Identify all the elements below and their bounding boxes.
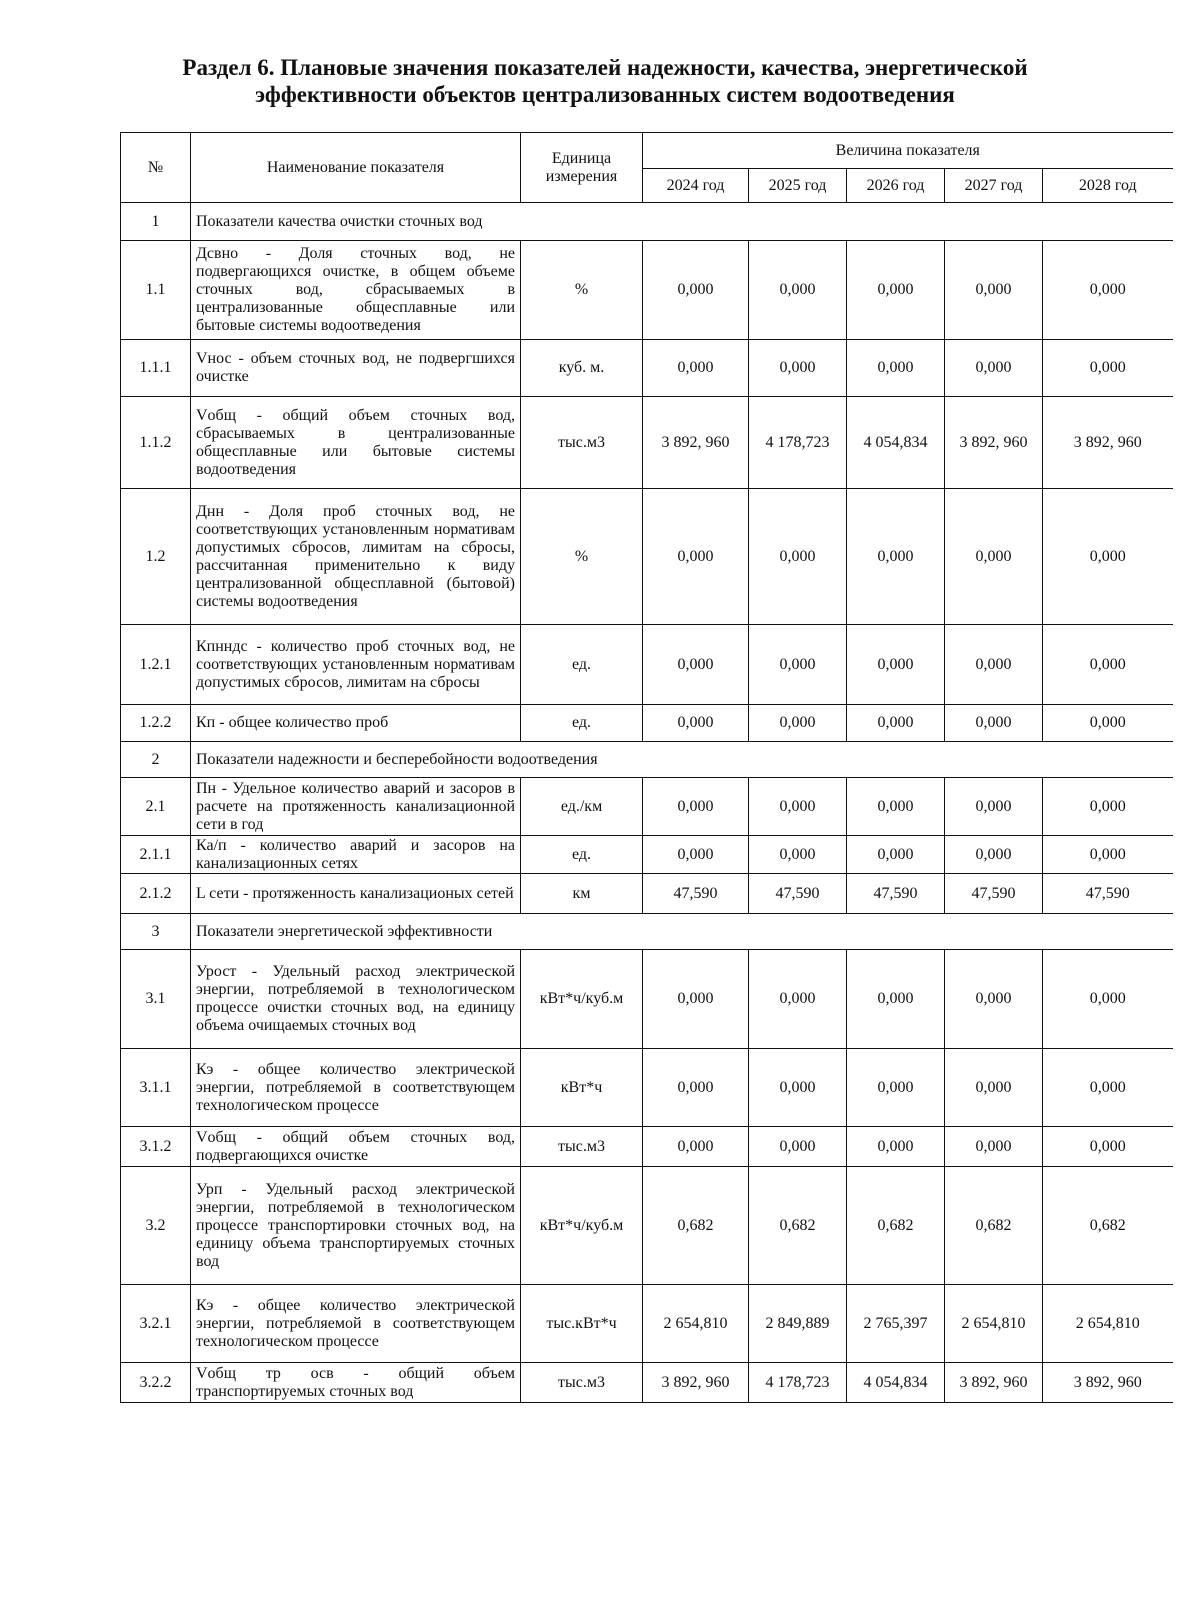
value-cell: 0,000	[1043, 836, 1173, 874]
row-number: 2.1.2	[121, 874, 191, 914]
indicator-name: Vобщ - общий объем сточных вод, подвергающихся очистке	[191, 1127, 521, 1167]
unit-cell: тыс.м3	[521, 1127, 643, 1167]
value-cell: 0,000	[749, 1049, 847, 1127]
table-row	[121, 625, 1173, 705]
section-row	[121, 203, 1173, 241]
indicator-name: Кэ - общее количество электрической энергии, потребляемой в соответствующем технологическом процессе	[191, 1285, 521, 1363]
header-year: 2025 год	[749, 169, 847, 203]
value-cell: 0,000	[749, 778, 847, 836]
value-cell: 2 654,810	[945, 1285, 1043, 1363]
header-year: 2026 год	[847, 169, 945, 203]
indicators-table	[120, 132, 1173, 1403]
row-number: 3.1	[121, 950, 191, 1049]
value-cell: 3 892, 960	[643, 397, 749, 489]
value-cell: 0,000	[643, 625, 749, 705]
value-cell: 2 654,810	[1043, 1285, 1173, 1363]
value-cell: 0,000	[945, 705, 1043, 742]
value-cell: 3 892, 960	[1043, 1363, 1173, 1403]
value-cell: 0,000	[1043, 1049, 1173, 1127]
value-cell: 4 178,723	[749, 397, 847, 489]
row-number: 3.2	[121, 1167, 191, 1285]
row-number: 1.2.2	[121, 705, 191, 742]
unit-cell: кВт*ч/куб.м	[521, 950, 643, 1049]
unit-cell: тыс.м3	[521, 1363, 643, 1403]
indicator-name: Vнос - объем сточных вод, не подвергшихся очистке	[191, 340, 521, 397]
value-cell: 0,000	[749, 705, 847, 742]
value-cell: 2 849,889	[749, 1285, 847, 1363]
value-cell: 0,000	[643, 1127, 749, 1167]
value-cell: 4 054,834	[847, 397, 945, 489]
table-row	[121, 778, 1173, 836]
value-cell: 0,000	[749, 950, 847, 1049]
row-number: 1.1.1	[121, 340, 191, 397]
section-title: Показатели качества очистки сточных вод	[191, 203, 1173, 241]
value-cell: 0,000	[847, 1127, 945, 1167]
value-cell: 0,000	[945, 241, 1043, 340]
value-cell: 0,682	[847, 1167, 945, 1285]
section-title: Показатели надежности и бесперебойности водоотведения	[191, 742, 1173, 778]
indicator-name: Урп - Удельный расход электрической энергии, потребляемой в технологическом процессе транспортировки сточных вод, на единицу объема транспортируемых сточных вод	[191, 1167, 521, 1285]
indicator-name: Урост - Удельный расход электрической энергии, потребляемой в технологическом процессе очистки сточных вод, на единицу объема очищаемых сточных вод	[191, 950, 521, 1049]
value-cell: 0,000	[945, 950, 1043, 1049]
page-title	[150, 54, 1060, 108]
value-cell: 0,000	[1043, 340, 1173, 397]
value-cell: 0,000	[847, 705, 945, 742]
header-value-group: Величина показателя	[643, 133, 1173, 169]
unit-cell: ед.	[521, 836, 643, 874]
title-line-2: эффективности объектов централизованных систем водоотведения	[255, 82, 955, 107]
value-cell: 0,000	[847, 778, 945, 836]
unit-cell: ед.	[521, 625, 643, 705]
table-row	[121, 241, 1173, 340]
row-number: 2.1.1	[121, 836, 191, 874]
row-number: 1.2	[121, 489, 191, 625]
value-cell: 0,000	[847, 950, 945, 1049]
indicator-name: Vобщ - общий объем сточных вод, сбрасываемых в централизованные общесплавные или бытовые системы водоотведения	[191, 397, 521, 489]
value-cell: 0,000	[847, 625, 945, 705]
value-cell: 0,682	[945, 1167, 1043, 1285]
value-cell: 47,590	[1043, 874, 1173, 914]
value-cell: 47,590	[643, 874, 749, 914]
indicator-name: L сети - протяженность канализационых сетей	[191, 874, 521, 914]
title-line-1: Раздел 6. Плановые значения показателей надежности, качества, энергетической	[182, 55, 1028, 80]
value-cell: 0,000	[847, 836, 945, 874]
value-cell: 47,590	[847, 874, 945, 914]
unit-cell: кВт*ч	[521, 1049, 643, 1127]
section-number: 3	[121, 914, 191, 950]
value-cell: 0,000	[749, 836, 847, 874]
table-row	[121, 836, 1173, 874]
value-cell: 4 054,834	[847, 1363, 945, 1403]
value-cell: 0,000	[749, 241, 847, 340]
indicator-name: Днн - Доля проб сточных вод, не соответствующих установленным нормативам допустимых сбросов, лимитам на сбросы, рассчитанная применительно к виду централизованной общесплавной (бытовой) системы водоотведения	[191, 489, 521, 625]
value-cell: 0,000	[643, 489, 749, 625]
value-cell: 0,000	[1043, 241, 1173, 340]
value-cell: 0,000	[643, 241, 749, 340]
header-name: Наименование показателя	[191, 133, 521, 203]
table-row	[121, 1167, 1173, 1285]
value-cell: 0,000	[643, 1049, 749, 1127]
value-cell: 0,000	[1043, 778, 1173, 836]
indicator-name: Пн - Удельное количество аварий и засоров в расчете на протяженность канализационной сети в год	[191, 778, 521, 836]
table-row	[121, 705, 1173, 742]
table-row	[121, 1363, 1173, 1403]
value-cell: 0,682	[643, 1167, 749, 1285]
value-cell: 0,000	[945, 489, 1043, 625]
value-cell: 0,000	[847, 1049, 945, 1127]
value-cell: 0,000	[749, 1127, 847, 1167]
table-row	[121, 1049, 1173, 1127]
header-year: 2028 год	[1043, 169, 1173, 203]
value-cell: 3 892, 960	[643, 1363, 749, 1403]
header-unit: Единица измерения	[521, 133, 643, 203]
row-number: 2.1	[121, 778, 191, 836]
value-cell: 0,000	[749, 489, 847, 625]
header-num: №	[121, 133, 191, 203]
header-year: 2027 год	[945, 169, 1043, 203]
value-cell: 3 892, 960	[945, 397, 1043, 489]
unit-cell: кВт*ч/куб.м	[521, 1167, 643, 1285]
table-row	[121, 874, 1173, 914]
unit-cell: ед.	[521, 705, 643, 742]
indicator-name: Ка/п - количество аварий и засоров на канализационных сетях	[191, 836, 521, 874]
unit-cell: тыс.м3	[521, 397, 643, 489]
value-cell: 0,682	[1043, 1167, 1173, 1285]
value-cell: 0,000	[945, 836, 1043, 874]
row-number: 3.2.1	[121, 1285, 191, 1363]
indicator-name: Vобщ тр осв - общий объем транспортируемых сточных вод	[191, 1363, 521, 1403]
header-year: 2024 год	[643, 169, 749, 203]
indicator-name: Кпнндс - количество проб сточных вод, не соответствующих установленным нормативам допустимых сбросов, лимитам на сбросы	[191, 625, 521, 705]
section-number: 2	[121, 742, 191, 778]
value-cell: 0,000	[847, 340, 945, 397]
unit-cell: %	[521, 241, 643, 340]
section-number: 1	[121, 203, 191, 241]
value-cell: 3 892, 960	[1043, 397, 1173, 489]
value-cell: 0,000	[945, 1049, 1043, 1127]
value-cell: 0,000	[847, 489, 945, 625]
value-cell: 0,000	[643, 950, 749, 1049]
value-cell: 4 178,723	[749, 1363, 847, 1403]
table-row	[121, 489, 1173, 625]
value-cell: 0,000	[1043, 489, 1173, 625]
indicator-name: Кп - общее количество проб	[191, 705, 521, 742]
value-cell: 0,000	[945, 778, 1043, 836]
section-title: Показатели энергетической эффективности	[191, 914, 1173, 950]
value-cell: 47,590	[749, 874, 847, 914]
table-row	[121, 340, 1173, 397]
table-row	[121, 397, 1173, 489]
value-cell: 0,000	[1043, 625, 1173, 705]
section-row	[121, 742, 1173, 778]
unit-cell: тыс.кВт*ч	[521, 1285, 643, 1363]
row-number: 3.1.2	[121, 1127, 191, 1167]
value-cell: 0,000	[643, 836, 749, 874]
value-cell: 0,000	[749, 625, 847, 705]
row-number: 3.2.2	[121, 1363, 191, 1403]
section-row	[121, 914, 1173, 950]
value-cell: 0,000	[643, 705, 749, 742]
table-row	[121, 1127, 1173, 1167]
value-cell: 0,000	[847, 241, 945, 340]
value-cell: 0,682	[749, 1167, 847, 1285]
value-cell: 2 654,810	[643, 1285, 749, 1363]
indicator-name: Дсвно - Доля сточных вод, не подвергающихся очистке, в общем объеме сточных вод, сбрасываемых в централизованные общесплавные или бытовые системы водоотведения	[191, 241, 521, 340]
table-row	[121, 950, 1173, 1049]
value-cell: 0,000	[749, 340, 847, 397]
row-number: 1.1	[121, 241, 191, 340]
row-number: 1.1.2	[121, 397, 191, 489]
value-cell: 0,000	[945, 1127, 1043, 1167]
value-cell: 0,000	[643, 778, 749, 836]
unit-cell: куб. м.	[521, 340, 643, 397]
value-cell: 0,000	[1043, 705, 1173, 742]
value-cell: 0,000	[643, 340, 749, 397]
row-number: 1.2.1	[121, 625, 191, 705]
value-cell: 3 892, 960	[945, 1363, 1043, 1403]
unit-cell: %	[521, 489, 643, 625]
value-cell: 0,000	[1043, 950, 1173, 1049]
unit-cell: ед./км	[521, 778, 643, 836]
value-cell: 0,000	[945, 340, 1043, 397]
header-row-1	[121, 133, 1173, 169]
value-cell: 0,000	[1043, 1127, 1173, 1167]
value-cell: 2 765,397	[847, 1285, 945, 1363]
unit-cell: км	[521, 874, 643, 914]
row-number: 3.1.1	[121, 1049, 191, 1127]
indicator-name: Кэ - общее количество электрической энергии, потребляемой в соответствующем технологическом процессе	[191, 1049, 521, 1127]
value-cell: 47,590	[945, 874, 1043, 914]
table-row	[121, 1285, 1173, 1363]
value-cell: 0,000	[945, 625, 1043, 705]
